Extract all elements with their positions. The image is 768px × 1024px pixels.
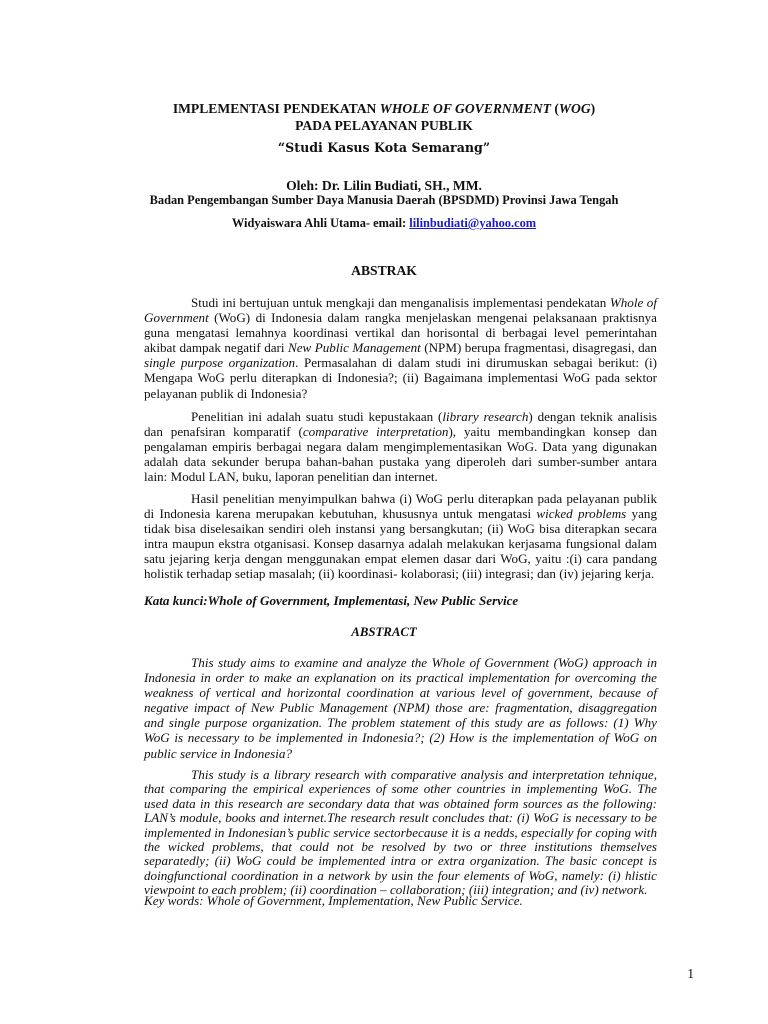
abstrak-paragraph-3: Hasil penelitian menyimpulkan bahwa (i) WoG perlu diterapkan pada pelayanan publik di Indonesia karena merupakan kebutuhan, khususnya untuk mengatasi wicked problems yang tidak bisa diselesaikan sendiri oleh instansi yang bersangkutan; (ii) WoG bisa diterapkan secara intra maupun ekstra otganisasi. Konsep dasarnya adalah melakukan kerjasama fungsional dalam satu jejaring kerja dengan menggunakan empat elemen dasar dari WoG, yaitu :(i) cara pandang holistik terhadap setiap masalah; (ii) koordinasi- kolaborasi; (iii) integrasi; dan (iv) jejaring kerja. (144, 491, 657, 582)
abstrak-paragraph-2: Penelitian ini adalah suatu studi kepustakaan (library research) dengan teknik analisis dan penafsiran komparatif (comparative interpretation), yaitu membandingkan konsep dan pengalaman empiris berbagai negara dalam mengimplementasikan WoG. Data yang digunakan adalah data sekunder berupa bahan-bahan pustaka yang diperoleh dari sumber-sumber antara lain: Modul LAN, buku, laporan penelitian dan internet. (144, 409, 657, 485)
abstract-paragraph-2: This study is a library research with comparative analysis and interpretation tehnique, that comparing the empirical experiences of some other countries in implementing WoG. The used data in this research are secondary data that was obtained form sources as the following: LAN’s module, books and internet.The research result concludes that: (i) WoG is necessary to be implemented in Indonesian’s public service sectorbecause it is a nedds, especially for coping with the wicked problems, that could not be resolved by two or three institutions themselves separatedly; (ii) WoG could be implemented intra or extra organization. The basic concept is doingfunctional coordination in a network by usin the four elements of WoG, namely: (i) hlistic viewpoint to each problem; (ii) coordination – collaboration; (iii) integration; and (iv) network. (144, 767, 657, 898)
paper-title-line1: IMPLEMENTASI PENDEKATAN WHOLE OF GOVERNMENT (WOG) (172, 101, 596, 116)
author-role-email: Widyaiswara Ahli Utama- email: lilinbudiati@yahoo.com (231, 216, 537, 230)
abstract-paragraph-1: This study aims to examine and analyze the Whole of Government (WoG) approach in Indonesia in order to make an explanation on its practical implementation for overcoming the weakness of vertical and horizontal coordination at various level of government, because of negative impact of New Public Management (NPM) those are: fragmentation, disaggregation and single purpose organization. The problem statement of this study are as follows: (1) Why WoG is necessary to be implemented in Indonesia?; (2) How is the implementation of WoG on public service in Indonesia? (144, 655, 657, 761)
paper-subtitle: “Studi Kasus Kota Semarang” (277, 140, 491, 155)
paper-title-line2: PADA PELAYANAN PUBLIK (295, 118, 473, 133)
key-words: Key words: Whole of Government, Implementation, New Public Service. (144, 893, 523, 908)
abstrak-heading: ABSTRAK (351, 263, 417, 278)
abstrak-paragraph-1: Studi ini bertujuan untuk mengkaji dan menganalisis implementasi pendekatan Whole of Government (WoG) di Indonesia dalam rangka menjelaskan mengenai pelaksanaan praktisnya guna mengatasi lemahnya koordinasi vertikal dan horisontal di berbagai level pemerintahan akibat dampak negatif dari New Public Management (NPM) berupa fragmentasi, disagregasi, dan single purpose organization. Permasalahan di dalam studi ini dirumuskan sebagai berikut: (i) Mengapa WoG perlu diterapkan di Indonesia?; (ii) Bagaimana implementasi WoG pada sektor pelayanan publik di Indonesia? (144, 295, 657, 401)
abstract-heading: ABSTRACT (351, 625, 417, 639)
author-byline: Oleh: Dr. Lilin Budiati, SH., MM. (286, 178, 482, 193)
page-number: 1 (687, 966, 694, 981)
author-institution: Badan Pengembangan Sumber Daya Manusia Daerah (BPSDMD) Provinsi Jawa Tengah (149, 193, 619, 207)
email-link[interactable]: lilinbudiati@yahoo.com (409, 216, 537, 230)
kata-kunci: Kata kunci:Whole of Government, Implementasi, New Public Service (144, 593, 519, 608)
